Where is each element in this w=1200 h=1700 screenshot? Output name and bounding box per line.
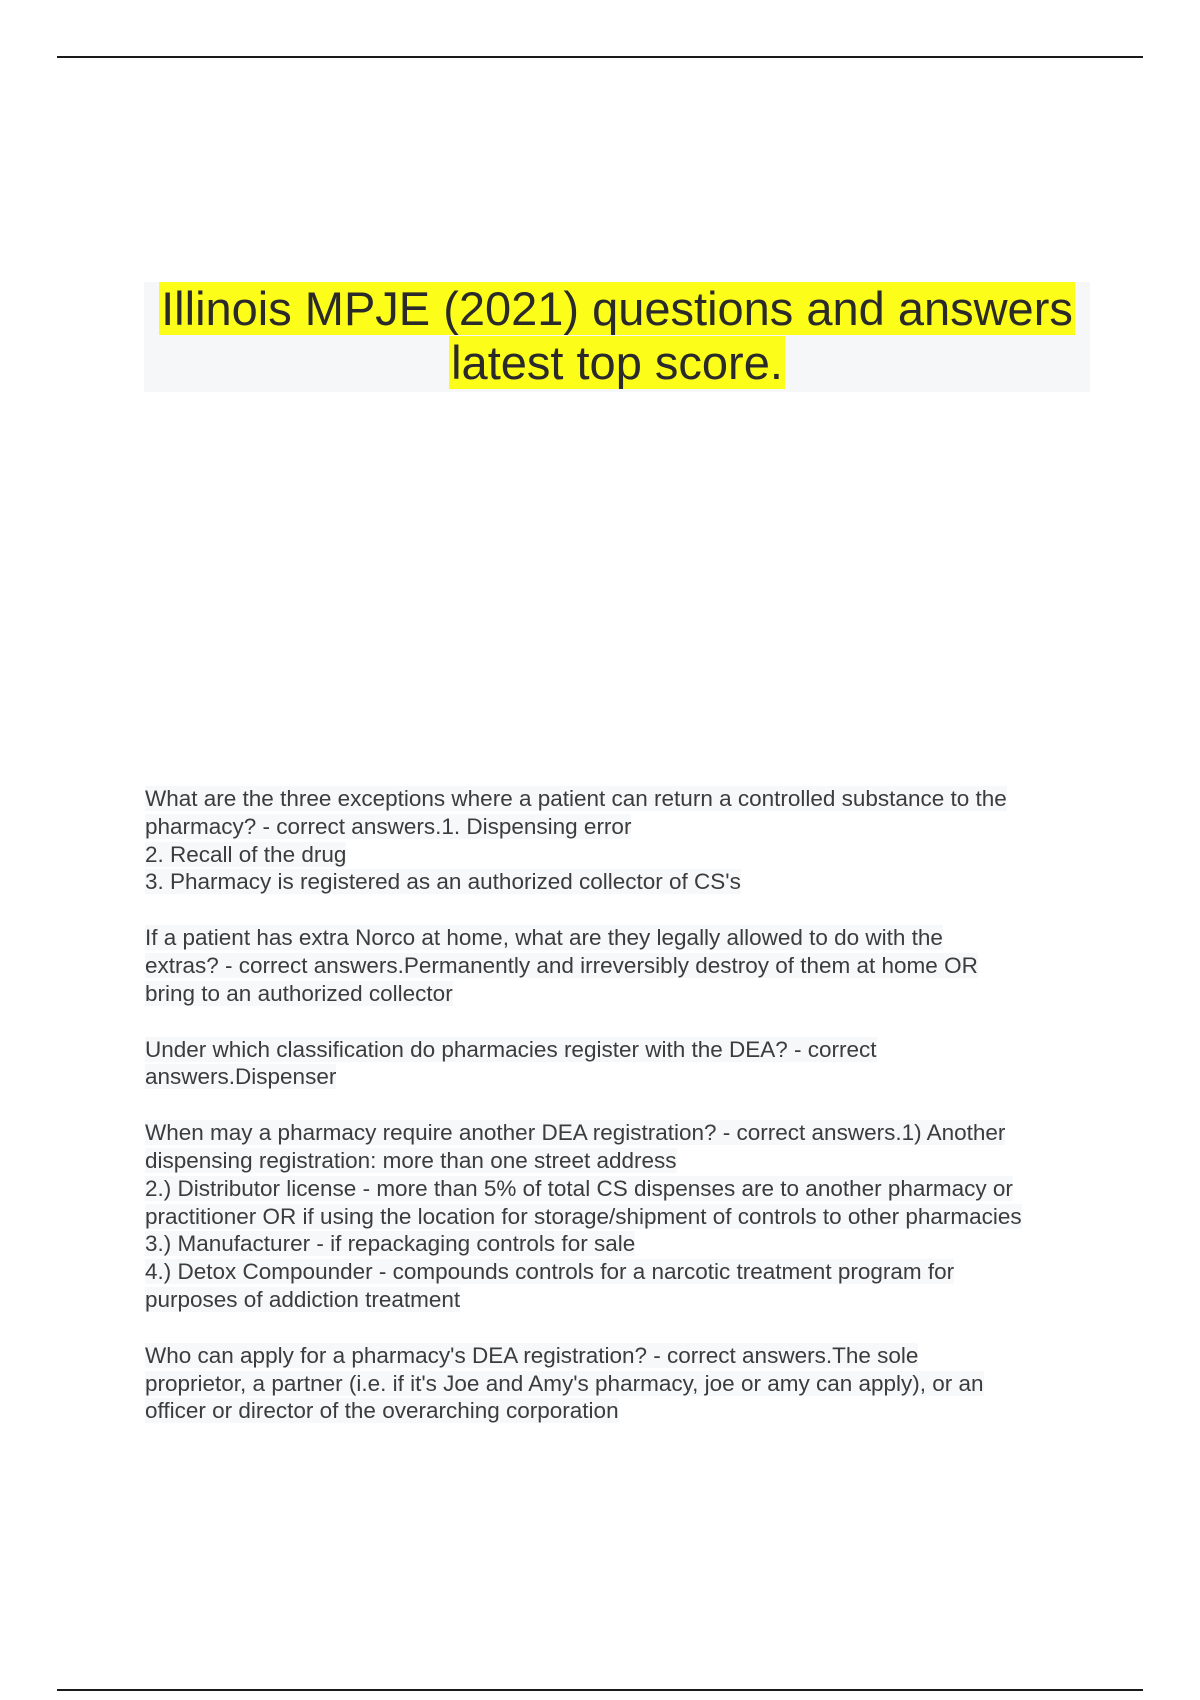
qa-line-text: When may a pharmacy require another DEA registration? - correct answers.1) Another bbox=[145, 1120, 1006, 1146]
qa-list bbox=[145, 785, 1090, 1453]
header-rule bbox=[57, 56, 1143, 58]
qa-line bbox=[145, 1342, 1090, 1370]
qa-line bbox=[145, 1119, 1090, 1147]
qa-line-text: 2. Recall of the drug bbox=[145, 841, 347, 867]
qa-line bbox=[145, 841, 1090, 869]
title-line-1 bbox=[144, 282, 1090, 336]
qa-line-text: If a patient has extra Norco at home, what are they legally allowed to do with the bbox=[145, 925, 943, 951]
qa-line bbox=[145, 1397, 1090, 1425]
qa-line bbox=[145, 1036, 1090, 1064]
qa-line bbox=[145, 980, 1090, 1008]
qa-line bbox=[145, 1370, 1090, 1398]
qa-line-text: Who can apply for a pharmacy's DEA registration? - correct answers.The sole bbox=[145, 1342, 919, 1368]
qa-item bbox=[145, 1342, 1090, 1425]
document-title bbox=[144, 282, 1090, 392]
qa-line-text: officer or director of the overarching corporation bbox=[145, 1398, 619, 1424]
title-line-2 bbox=[144, 336, 1090, 390]
qa-item bbox=[145, 924, 1090, 1007]
qa-line bbox=[145, 1286, 1090, 1314]
qa-line bbox=[145, 1063, 1090, 1091]
qa-line bbox=[145, 924, 1090, 952]
qa-line-text: 3.) Manufacturer - if repackaging controls for sale bbox=[145, 1231, 636, 1257]
qa-line-text: proprietor, a partner (i.e. if it's Joe and Amy's pharmacy, joe or amy can apply), or an bbox=[145, 1370, 984, 1396]
qa-line-text: 4.) Detox Compounder - compounds controls for a narcotic treatment program for bbox=[145, 1259, 955, 1285]
qa-line bbox=[145, 785, 1090, 813]
qa-line-text: answers.Dispenser bbox=[145, 1064, 337, 1090]
qa-line bbox=[145, 1175, 1090, 1203]
qa-line-text: bring to an authorized collector bbox=[145, 980, 453, 1006]
title-line-1-text: Illinois MPJE (2021) questions and answers bbox=[161, 282, 1073, 335]
qa-line-text: 2.) Distributor license - more than 5% of total CS dispenses are to another pharmacy or bbox=[145, 1175, 1013, 1201]
qa-line bbox=[145, 1203, 1090, 1231]
qa-line bbox=[145, 1258, 1090, 1286]
qa-line-text: pharmacy? - correct answers.1. Dispensing error bbox=[145, 813, 632, 839]
qa-line bbox=[145, 1147, 1090, 1175]
qa-line-text: practitioner OR if using the location for storage/shipment of controls to other pharmacies bbox=[145, 1203, 1022, 1229]
qa-item bbox=[145, 785, 1090, 896]
title-line-2-text: latest top score. bbox=[451, 336, 783, 389]
qa-line bbox=[145, 1230, 1090, 1258]
qa-line bbox=[145, 813, 1090, 841]
qa-line-text: extras? - correct answers.Permanently and irreversibly destroy of them at home OR bbox=[145, 952, 978, 978]
footer-rule bbox=[57, 1689, 1143, 1691]
qa-line-text: purposes of addiction treatment bbox=[145, 1286, 461, 1312]
qa-item bbox=[145, 1119, 1090, 1314]
qa-line bbox=[145, 868, 1090, 896]
qa-line-text: 3. Pharmacy is registered as an authorized collector of CS's bbox=[145, 869, 741, 895]
qa-line-text: dispensing registration: more than one street address bbox=[145, 1147, 677, 1173]
qa-item bbox=[145, 1036, 1090, 1092]
qa-line bbox=[145, 952, 1090, 980]
qa-line-text: Under which classification do pharmacies register with the DEA? - correct bbox=[145, 1036, 877, 1062]
qa-line-text: What are the three exceptions where a patient can return a controlled substance to the bbox=[145, 786, 1007, 811]
